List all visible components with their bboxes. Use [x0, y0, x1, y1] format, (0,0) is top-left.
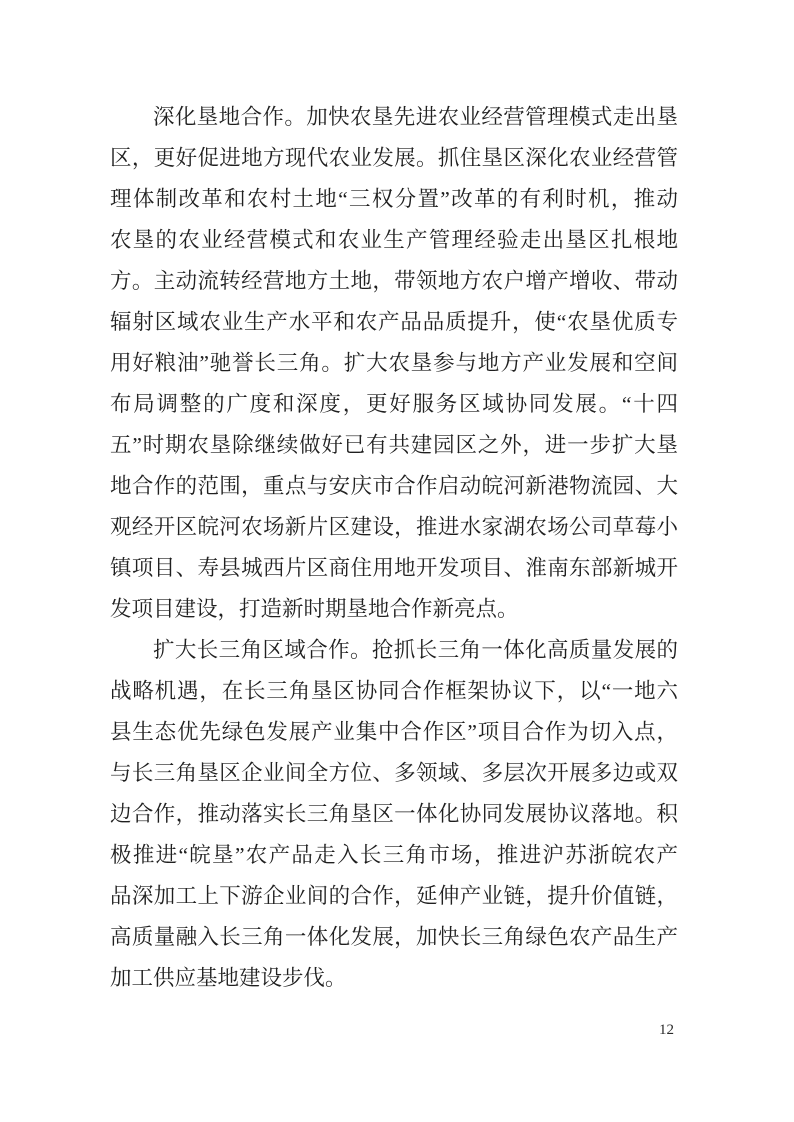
text-line: 高质量融入长三角一体化发展，加快长三角绿色农产品生产 [110, 925, 678, 949]
text-line: 极推进“皖垦”农产品走入长三角市场，推进沪苏浙皖农产 [110, 843, 678, 867]
text-line: 加工供应基地建设步伐。 [110, 966, 347, 990]
text-line: 理体制改革和农村土地“三权分置”改革的有利时机，推动 [110, 187, 678, 211]
text-line: 发项目建设，打造新时期垦地合作新亮点。 [110, 597, 519, 621]
text-line: 用好粮油”驰誉长三角。扩大农垦参与地方产业发展和空间 [110, 351, 678, 375]
text-line: 辐射区域农业生产水平和农产品品质提升，使“农垦优质专 [110, 310, 678, 334]
text-line: 五”时期农垦除继续做好已有共建园区之外，进一步扩大垦 [110, 433, 678, 457]
document-body [110, 97, 678, 999]
text-line: 区，更好促进地方现代农业发展。抓住垦区深化农业经营管 [110, 146, 678, 170]
text-line: 县生态优先绿色发展产业集中合作区”项目合作为切入点， [110, 720, 678, 744]
text-line: 扩大长三角区域合作。抢抓长三角一体化高质量发展的 [153, 638, 678, 662]
text-line: 深化垦地合作。加快农垦先进农业经营管理模式走出垦 [153, 105, 678, 129]
text-line: 方。主动流转经营地方土地，带领地方农户增产增收、带动 [110, 269, 678, 293]
text-line: 与长三角垦区企业间全方位、多领域、多层次开展多边或双 [110, 761, 678, 785]
text-line: 边合作，推动落实长三角垦区一体化协同发展协议落地。积 [110, 802, 678, 826]
text-line: 布局调整的广度和深度，更好服务区域协同发展。“十四 [110, 392, 678, 416]
text-line: 观经开区皖河农场新片区建设，推进水家湖农场公司草莓小 [110, 515, 678, 539]
text-line: 地合作的范围，重点与安庆市合作启动皖河新港物流园、大 [110, 474, 678, 498]
page-number: 12 [659, 1022, 674, 1038]
text-line: 镇项目、寿县城西片区商住用地开发项目、淮南东部新城开 [110, 556, 678, 580]
text-line: 农垦的农业经营模式和农业生产管理经验走出垦区扎根地 [110, 228, 678, 252]
text-line: 战略机遇，在长三角垦区协同合作框架协议下，以“一地六 [110, 679, 678, 703]
text-line: 品深加工上下游企业间的合作，延伸产业链，提升价值链， [110, 884, 678, 908]
